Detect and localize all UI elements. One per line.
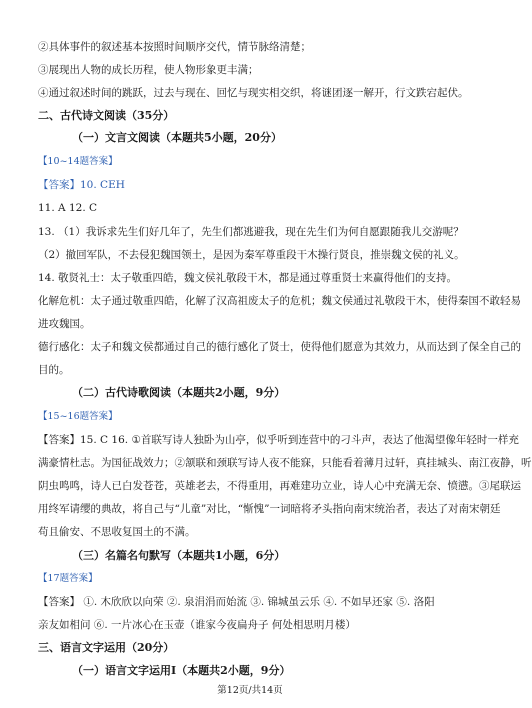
answer-line: 【答案】10. CEH (38, 179, 125, 191)
text-line: 11. A 12. C (38, 202, 98, 214)
subsection-heading: （一）语言文字运用Ⅰ（本题共2小题，9分） (72, 664, 291, 677)
text-line: ④通过叙述时间的跳跃，过去与现在、回忆与现实相交织，将谜团逐一解开，行文跌宕起伏。 (38, 87, 469, 99)
subsection-heading: （二）古代诗歌阅读（本题共2小题，9分） (72, 386, 286, 399)
text-line: 化解危机：太子通过敬重四皓，化解了汉高祖废太子的危机；魏文侯通过礼敬段干木，使得秦国不敢轻易 (38, 295, 521, 307)
text-line: 进攻魏国。 (38, 318, 91, 330)
subsection-heading: （一）文言文阅读（本题共5小题，20分） (72, 131, 282, 144)
section-heading: 三、语言文字运用（20分） (38, 641, 175, 654)
answer-group-tag: 【15~16题答案】 (38, 411, 118, 422)
text-line: 14. 敬贤礼士：太子敬重四皓，魏文侯礼敬段干木，都是通过尊重贤士来赢得他们的支持。 (38, 272, 458, 284)
subsection-heading: （三）名篇名句默写（本题共1小题，6分） (72, 549, 286, 562)
section-heading: 二、古代诗文阅读（35分） (38, 109, 175, 122)
answer-line: 【答案】15. C 16. ①首联写诗人独卧为山亭，似乎听到连营中的刁斗声，表达了他渴望像年轻时一样充 (38, 434, 519, 446)
text-line: 目的。 (38, 364, 70, 376)
answer-group-tag: 【17题答案】 (38, 573, 98, 584)
page-footer: 第12页/共14页 (217, 685, 283, 696)
text-line: 亲友如相问 ⑥. 一片冰心在玉壶（谁家今夜扁舟子 何处相思明月楼） (38, 619, 356, 631)
text-line: 苟且偷安、不思收复国土的不满。 (38, 526, 196, 538)
text-line: ③展现出人物的成长历程，使人物形象更丰满； (38, 64, 259, 76)
text-line: 满豪情杜志。为国征战效力；②颔联和颈联写诗人夜不能寐，只能看着薄月过轩，真挂城头、南江夜静，听 (38, 457, 532, 469)
answer-line: 【答案】 ①. 木欣欣以向荣 ②. 泉涓涓而始流 ③. 锦城虽云乐 ④. 不如早还家 ⑤. 洛阳 (38, 596, 435, 608)
text-line: ②具体事件的叙述基本按照时间顺序交代，情节脉络清楚； (38, 41, 311, 53)
text-line: 德行感化：太子和魏文侯都通过自己的德行感化了贤士，使得他们愿意为其效力，从而达到了保全自己的 (38, 341, 521, 353)
text-line: （2）撤回军队，不去侵犯魏国领土，是因为秦军尊重段干木操行贤良，推崇魏文侯的礼义。 (38, 249, 465, 261)
text-line: 13. （1）我诉求先生们好几年了，先生们都逃避我，现在先生们为何自愿跟随我儿交游呢？ (38, 226, 464, 238)
text-line: 用终军请缨的典故，将自己与“儿童”对比，“惭愧”一词暗将矛头指向南宋统治者，表达了对南宋朝廷 (38, 503, 501, 515)
text-line: 阴虫鸣鸣，诗人已白发苍苍，英雄老去，不得重用，再难建功立业，诗人心中充满无奈、愤懑。③尾联运 (38, 480, 521, 492)
answer-group-tag: 【10~14题答案】 (38, 156, 118, 167)
